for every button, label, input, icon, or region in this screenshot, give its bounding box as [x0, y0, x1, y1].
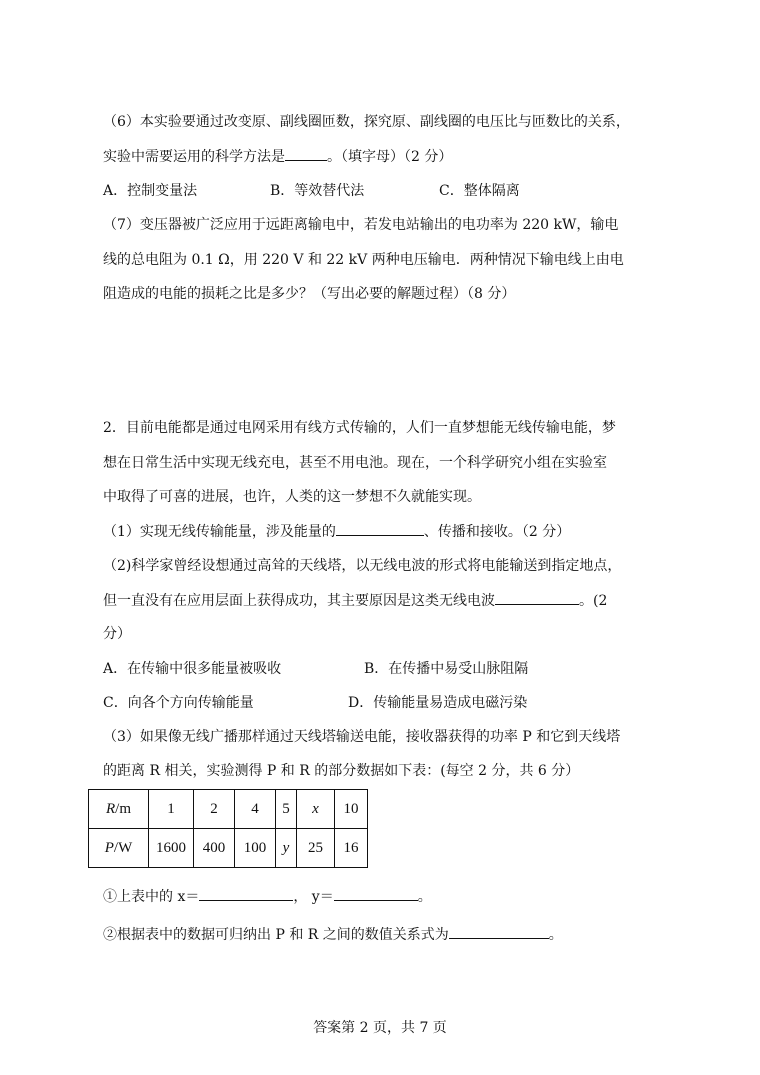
q2-part2-options-row1 — [103, 659, 528, 679]
table-cell: 5 — [276, 790, 297, 829]
table-cell: 10 — [335, 790, 368, 829]
table-cell-x: x — [297, 790, 335, 829]
answer-blank-relation[interactable] — [449, 924, 549, 939]
q1-part7-line2: 线的总电阻为 0.1 Ω，用 220 V 和 22 kV 两种电压输电．两种情况下输电线上由电 — [103, 252, 624, 268]
q2-part1 — [103, 521, 570, 542]
q1-part6-line1: （6）本实验要通过改变原、副线圈匝数，探究原、副线圈的电压比与匝数比的关系， — [103, 114, 630, 130]
q1-part6-line2 — [103, 146, 452, 167]
q2-sub1-y-label: ， y＝ — [293, 889, 334, 905]
table-header-p: P/W — [89, 829, 149, 868]
q2-sub1-x-label: ①上表中的 x＝ — [103, 889, 200, 905]
q2-part3-line2: 的距离 R 相关，实验测得 P 和 R 的部分数据如下表：(每空 2 分，共 6 分） — [103, 763, 580, 779]
table-cell: 100 — [235, 829, 276, 868]
option-b[interactable]: B．等效替代法 — [270, 183, 365, 199]
table-cell: 2 — [194, 790, 235, 829]
table-cell: 25 — [297, 829, 335, 868]
q2-sub1 — [103, 886, 432, 907]
q2-part2-line2-text: 但一直没有在应用层面上获得成功，其主要原因是这类无线电波 — [103, 593, 495, 609]
table-row-r — [89, 790, 368, 829]
option-d[interactable]: D．传输能量易造成电磁污染 — [348, 695, 528, 711]
page-footer: 答案第 2 页，共 7 页 — [313, 1020, 447, 1036]
q2-part2-options-row2 — [103, 693, 527, 713]
q1-part6-line2-text: 实验中需要运用的科学方法是 — [103, 149, 285, 165]
q2-sub2-text: ②根据表中的数据可归纳出 P 和 R 之间的数值关系式为 — [103, 927, 449, 943]
q2-intro-line3: 中取得了可喜的进展，也许，人类的这一梦想不久就能实现。 — [103, 489, 481, 505]
q2-part2-line3: 分） — [103, 626, 131, 642]
q2-part1-suffix: 、传播和接收。（2 分） — [423, 524, 571, 540]
answer-blank-method[interactable] — [285, 146, 327, 161]
table-cell-y: y — [276, 829, 297, 868]
table-cell: 16 — [335, 829, 368, 868]
q2-part1-text: （1）实现无线传输能量，涉及能量的 — [103, 524, 336, 540]
table-cell: 4 — [235, 790, 276, 829]
table-header-r: R/m — [89, 790, 149, 829]
option-b[interactable]: B．在传播中易受山脉阻隔 — [364, 661, 529, 677]
data-table-r-p — [88, 789, 368, 868]
q2-intro-line1: 2．目前电能都是通过电网采用有线方式传输的，人们一直梦想能无线传输电能，梦 — [103, 420, 616, 436]
answer-blank-y[interactable] — [334, 886, 418, 901]
q1-part7-line3: 阻造成的电能的损耗之比是多少？（写出必要的解题过程）（8 分） — [103, 286, 516, 302]
q2-sub2 — [103, 924, 563, 945]
table-cell: 1 — [149, 790, 194, 829]
q1-part6-line2-suffix: 。（填字母）（2 分） — [327, 149, 453, 165]
q2-sub2-end: 。 — [548, 927, 563, 943]
table-cell: 1600 — [149, 829, 194, 868]
option-a[interactable]: A．在传输中很多能量被吸收 — [103, 661, 282, 677]
answer-blank-reason[interactable] — [495, 590, 579, 605]
q2-part2-line2-suffix: 。(2 — [579, 593, 608, 609]
answer-blank-x[interactable] — [199, 886, 293, 901]
option-c[interactable]: C．向各个方向传输能量 — [103, 695, 254, 711]
answer-blank-energy[interactable] — [336, 521, 424, 536]
table-row-p — [89, 829, 368, 868]
q1-part6-options — [103, 181, 520, 201]
q1-part7-line1: （7）变压器被广泛应用于远距离输电中，若发电站输出的电功率为 220 kW，输电 — [103, 217, 619, 233]
q2-sub1-end: 。 — [417, 889, 432, 905]
option-a[interactable]: A．控制变量法 — [103, 183, 198, 199]
table-cell: 400 — [194, 829, 235, 868]
q2-part2-line1: （2)科学家曾经设想通过高耸的天线塔，以无线电波的形式将电能输送到指定地点， — [103, 558, 622, 574]
option-c[interactable]: C．整体隔离 — [439, 183, 520, 199]
q2-intro-line2: 想在日常生活中实现无线充电，甚至不用电池。现在，一个科学研究小组在实验室 — [103, 455, 607, 471]
q2-part2-line2 — [103, 590, 607, 611]
q2-part3-line1: （3）如果像无线广播那样通过天线塔输送电能，接收器获得的功率 P 和它到天线塔 — [103, 729, 621, 745]
